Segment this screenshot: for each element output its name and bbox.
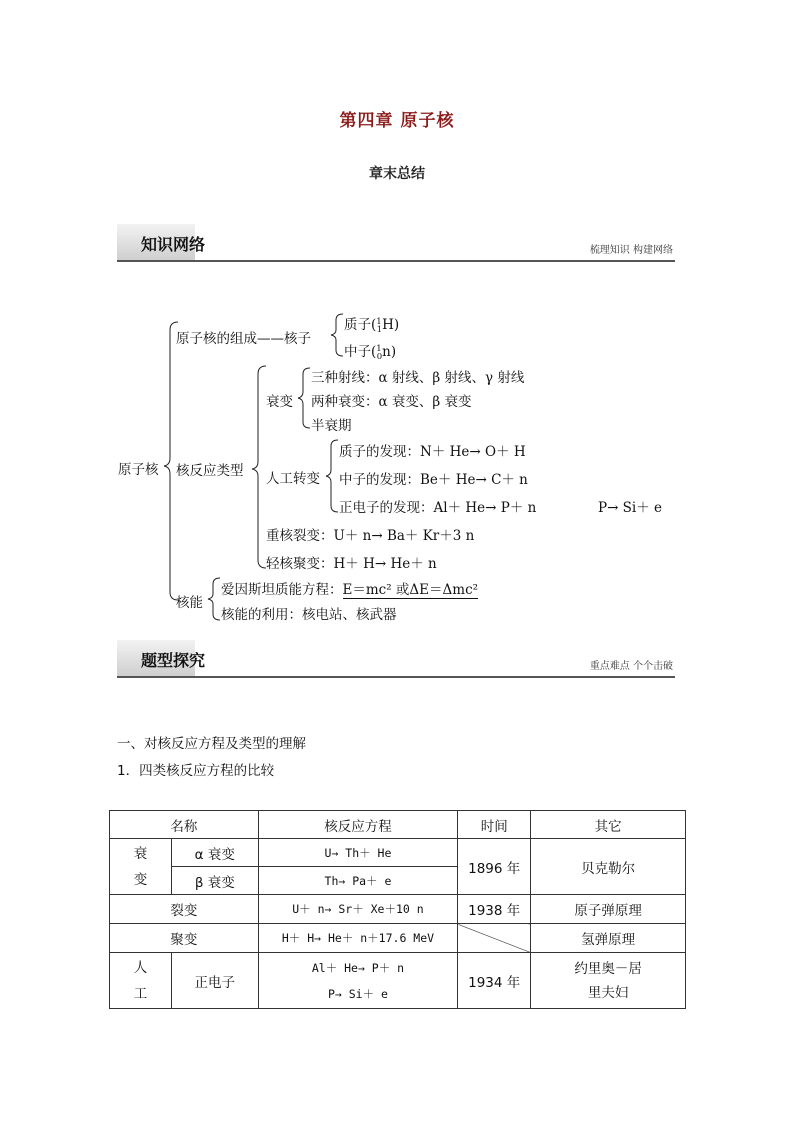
fusion-year-empty (458, 924, 531, 953)
neutron-symbol: n) (382, 344, 397, 360)
table-row (110, 924, 686, 953)
fusion-label: 轻核聚变： (266, 556, 334, 572)
header-other: 其它 (531, 811, 686, 839)
alpha-decay-equation: U→ Th＋ He (258, 839, 458, 867)
neutron-discovery-label: 中子的发现： (339, 472, 420, 488)
chapter-title: 第四章 原子核 (339, 111, 455, 131)
proton-label: 质子( (344, 317, 377, 333)
map-positron-equation-2: P→ Si＋ e (598, 500, 663, 516)
positron-label: 正电子 (171, 953, 258, 1009)
map-half-life: 半衰期 (311, 418, 352, 434)
map-root: 原子核 (118, 462, 159, 478)
header-time: 时间 (458, 811, 531, 839)
table-row (110, 839, 686, 867)
map-neutron-discovery (339, 468, 528, 488)
map-fusion (266, 552, 437, 572)
neutron-discovery-equation: Be＋ He→ C＋ n (420, 472, 528, 488)
fission-year: 1938 年 (458, 895, 531, 924)
map-composition (176, 327, 311, 347)
decay-other: 贝克勒尔 (531, 839, 686, 895)
positron-equations (258, 953, 458, 1009)
beta-decay-label: β 衰变 (171, 867, 258, 895)
positron-equation-2: P→ Si＋ e (327, 986, 388, 1001)
heading-comparison: 1．四类核反应方程的比较 (117, 763, 275, 779)
fusion-equation: H＋ H→ He＋ n＋17.6 MeV (258, 924, 458, 953)
fission-label: 重核裂变： (266, 528, 334, 544)
positron-year: 1934 年 (458, 953, 531, 1009)
map-neutron: 中子($^1_0$n) (344, 344, 397, 362)
positron-discovery-equation-1: Al＋ He→ P＋ n (433, 500, 537, 516)
map-proton-discovery (339, 440, 526, 460)
fission-equation: U＋ n→ Ba＋ Kr＋3 n (333, 528, 475, 544)
section-hint: 梳理知识 构建网络 (589, 245, 673, 256)
proton-discovery-equation: N＋ He→ O＋ H (420, 444, 526, 460)
reaction-comparison-table (109, 810, 686, 1009)
heading-understanding: 一、对核反应方程及类型的理解 (117, 736, 306, 752)
composition-connector: ——核子 (257, 331, 311, 347)
fusion-label: 聚变 (110, 924, 259, 953)
decay-year: 1896 年 (458, 839, 531, 895)
proton-discovery-label: 质子的发现： (339, 444, 420, 460)
section-title: 题型探究 (141, 651, 206, 670)
map-decay-rays: 三种射线：α 射线、β 射线、γ 射线 (311, 370, 525, 386)
mass-energy-equation: E＝mc² 或ΔE＝Δmc² (342, 582, 479, 598)
artificial-label: 人工 (110, 953, 172, 1009)
decay-label: 衰变 (110, 839, 172, 895)
fission-equation: U＋ n→ Sr＋ Xe＋10 n (258, 895, 458, 924)
map-nuclear-energy: 核能 (176, 595, 203, 611)
fission-label: 裂变 (110, 895, 259, 924)
proton-symbol: H) (382, 317, 400, 333)
section-hint: 重点难点 个个击破 (589, 661, 673, 672)
fusion-other: 氢弹原理 (531, 924, 686, 953)
map-artificial: 人工转变 (266, 471, 320, 487)
chapter-subtitle: 章末总结 (369, 166, 425, 182)
table-header-row (110, 811, 686, 839)
neutron-label: 中子( (344, 344, 377, 360)
section-bar-question-types (117, 640, 675, 678)
map-proton: 质子($^1_1$H) (344, 317, 400, 335)
map-energy-application: 核能的利用：核电站、核武器 (221, 607, 397, 623)
header-name: 名称 (110, 811, 259, 839)
map-reaction-types: 核反应类型 (176, 463, 244, 479)
fission-other: 原子弹原理 (531, 895, 686, 924)
header-equation: 核反应方程 (258, 811, 458, 839)
table-row (110, 895, 686, 924)
map-fission (266, 524, 474, 544)
fusion-equation: H＋ H→ He＋ n (333, 556, 437, 572)
map-mass-energy (221, 578, 478, 598)
section-title: 知识网络 (141, 235, 206, 254)
positron-other: 约里奥－居里夫妇 (531, 953, 686, 1009)
section-bar-knowledge-network (117, 224, 675, 262)
composition-label: 原子核的组成 (176, 331, 257, 347)
map-decay: 衰变 (266, 394, 293, 410)
positron-equation-1: Al＋ He→ P＋ n (311, 960, 405, 975)
table-row (110, 953, 686, 1009)
map-decay-two: 两种衰变：α 衰变、β 衰变 (311, 394, 472, 410)
positron-discovery-label: 正电子的发现： (339, 500, 434, 516)
beta-decay-equation: Th→ Pa＋ e (258, 867, 458, 895)
alpha-decay-label: α 衰变 (171, 839, 258, 867)
map-positron-discovery (339, 496, 536, 516)
mass-energy-label: 爱因斯坦质能方程： (221, 582, 343, 598)
